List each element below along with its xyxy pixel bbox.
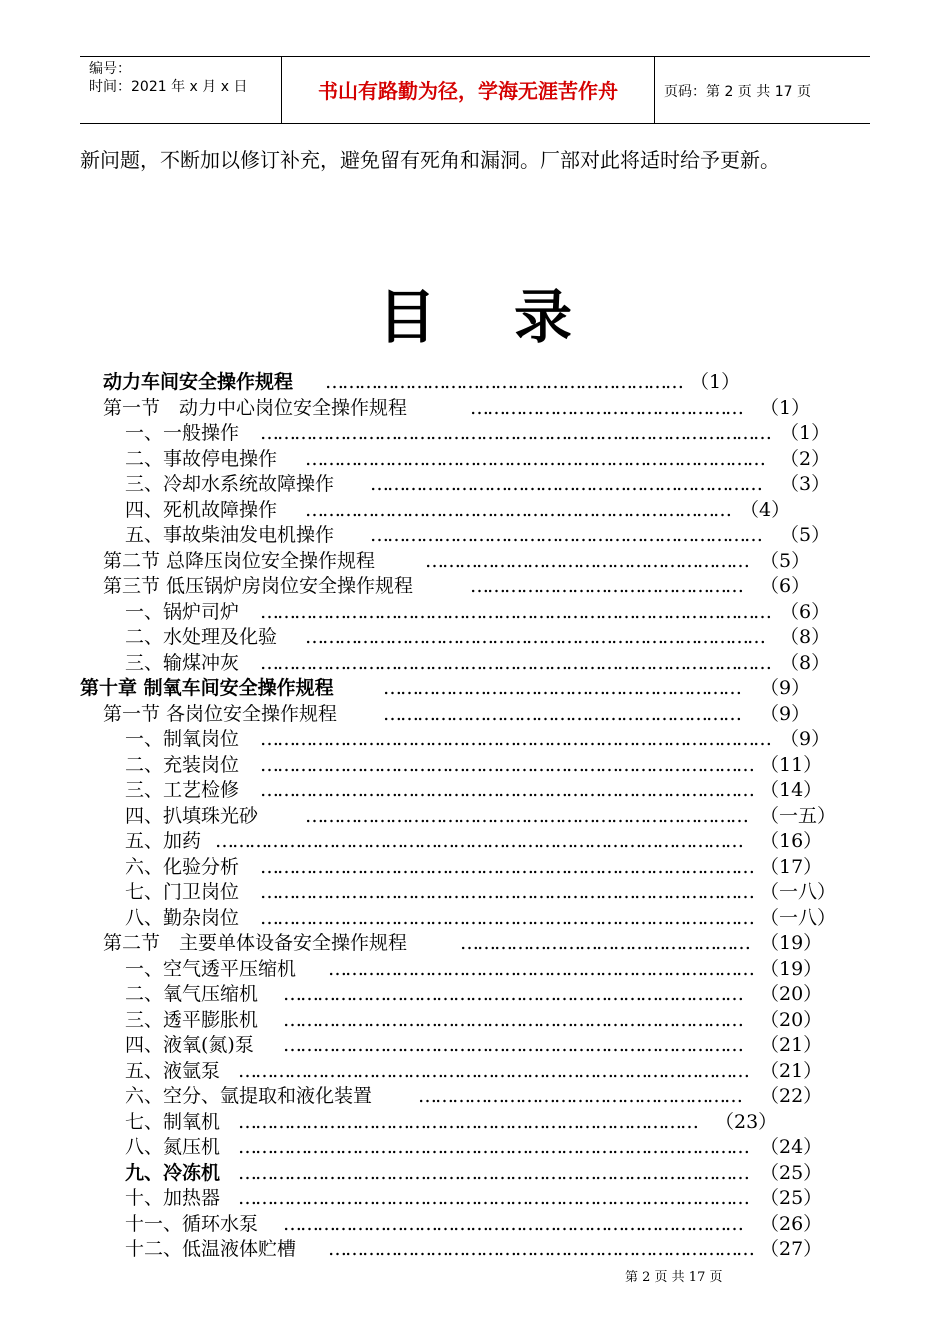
toc-entry-label: 六、空分、氩提取和液化装置 — [125, 1085, 373, 1107]
toc-entry-label: 五、加药 — [125, 830, 202, 852]
toc-entry-label: 四、扒填珠光砂 — [125, 805, 259, 827]
toc-entry — [125, 753, 850, 778]
toc-entry-page: （3） — [780, 473, 831, 495]
toc-entry-label: 二、水处理及化验 — [125, 626, 278, 648]
toc-entry — [125, 600, 870, 625]
toc-entry — [125, 1008, 850, 1033]
toc-leader-dots: ………………………………………… — [470, 575, 742, 597]
toc-entry-page: （23） — [715, 1111, 778, 1133]
toc-entry-label: 十二、低温液体贮槽 — [125, 1238, 297, 1260]
toc-entry-label: 九、冷冻机 — [125, 1162, 221, 1184]
toc-entry-label: 五、液氩泵 — [125, 1060, 221, 1082]
toc-entry-page: （6） — [780, 601, 831, 623]
header-motto: 书山有路勤为径，学海无涯苦作舟 — [318, 79, 618, 103]
toc-entry-label: 八、勤杂岗位 — [125, 907, 240, 929]
toc-entry-page: （6） — [760, 575, 811, 597]
toc-entry — [125, 1161, 850, 1186]
toc-entry — [125, 472, 870, 497]
toc-entry-label: 一、空气透平压缩机 — [125, 958, 297, 980]
toc-entry-label: 七、制氧机 — [125, 1111, 221, 1133]
toc-entry-label: 一、一般操作 — [125, 422, 240, 444]
page-header — [80, 56, 870, 124]
toc-leader-dots: ……………………………………………………………………… — [305, 448, 764, 470]
toc-entry — [103, 549, 850, 574]
toc-leader-dots: ………………………………………… — [470, 397, 742, 419]
toc-entry-page: （一五） — [760, 805, 837, 827]
toc-entry — [80, 676, 850, 701]
toc-entry-label: 动力车间安全操作规程 — [103, 371, 294, 393]
toc-entry-label: 二、事故停电操作 — [125, 448, 278, 470]
toc-leader-dots: ……………………………………………………………………… — [283, 1213, 742, 1235]
toc-entry-label: 五、事故柴油发电机操作 — [125, 524, 335, 546]
toc-leader-dots: …………………………………………………………… — [370, 524, 761, 546]
toc-leader-dots: ……………………………………………………… — [383, 677, 740, 699]
toc-entry — [125, 421, 870, 446]
toc-leader-dots: …………………………………………………………………………… — [260, 881, 753, 903]
toc-entry-label: 三、冷却水系统故障操作 — [125, 473, 335, 495]
toc-entry-page: （25） — [760, 1162, 823, 1184]
toc-entry-page: （26） — [760, 1213, 823, 1235]
toc-entry — [125, 1237, 850, 1262]
toc-leader-dots: ……………………………………………………………………………… — [260, 728, 770, 750]
toc-entry-page: （9） — [760, 703, 811, 725]
toc-entry — [125, 982, 850, 1007]
toc-entry-page: （20） — [760, 983, 823, 1005]
toc-entry-page: （8） — [780, 626, 831, 648]
toc-entry-page: （24） — [760, 1136, 823, 1158]
toc-leader-dots: ……………………………………………………… — [325, 371, 682, 393]
toc-entry — [103, 396, 850, 421]
toc-entry — [103, 702, 850, 727]
toc-entry — [125, 1033, 850, 1058]
toc-entry-label: 二、充装岗位 — [125, 754, 240, 776]
toc-entry-label: 一、制氧岗位 — [125, 728, 240, 750]
toc-entry-label: 六、化验分析 — [125, 856, 240, 878]
toc-entry — [125, 1212, 850, 1237]
toc-leader-dots: ………………………………………………… — [418, 1085, 741, 1107]
toc-entry-label: 第十章 制氧车间安全操作规程 — [80, 677, 334, 699]
toc-entry — [125, 1135, 850, 1160]
toc-entry-page: （19） — [760, 932, 823, 954]
toc-entry-label: 第一节 各岗位安全操作规程 — [103, 703, 338, 725]
page-footer: 第 2 页 共 17 页 — [625, 1270, 723, 1285]
toc-entry-page: （14） — [760, 779, 823, 801]
toc-entry-page: （27） — [760, 1238, 823, 1260]
toc-entry-page: （5） — [780, 524, 831, 546]
toc-entry — [125, 957, 850, 982]
toc-entry-page: （5） — [760, 550, 811, 572]
toc-entry-label: 第一节 动力中心岗位安全操作规程 — [103, 397, 408, 419]
toc-entry-page: （1） — [690, 371, 741, 393]
toc-entry-label: 第二节 总降压岗位安全操作规程 — [103, 550, 376, 572]
toc-leader-dots: ……………………………………………………………………… — [305, 626, 764, 648]
toc-entry-page: （21） — [760, 1034, 823, 1056]
toc-entry — [125, 1110, 805, 1135]
toc-entry-label: 十、加热器 — [125, 1187, 221, 1209]
toc-entry-page: （1） — [780, 422, 831, 444]
toc-entry — [125, 906, 850, 931]
toc-entry — [103, 370, 780, 395]
toc-entry-page: （11） — [760, 754, 823, 776]
toc-leader-dots: ……………………………………………………………………… — [283, 1034, 742, 1056]
toc-leader-dots: ……………………………………………………………………………… — [238, 1187, 748, 1209]
toc-entry-label: 第三节 低压锅炉房岗位安全操作规程 — [103, 575, 414, 597]
toc-entry — [125, 651, 870, 676]
toc-entry-label: 三、透平膨胀机 — [125, 1009, 259, 1031]
toc-entry-label: 三、输煤冲灰 — [125, 652, 240, 674]
toc-entry — [125, 829, 850, 854]
toc-leader-dots: ……………………………………………………………………………… — [238, 1162, 748, 1184]
toc-entry — [103, 574, 850, 599]
header-left-cell — [80, 57, 281, 123]
toc-leader-dots: ……………………………………………………………………… — [283, 1009, 742, 1031]
serial-number-label: 编号： — [89, 61, 131, 77]
toc-entry — [103, 931, 850, 956]
toc-entry-page: （25） — [760, 1187, 823, 1209]
toc-entry — [125, 804, 850, 829]
toc-leader-dots: …………………………………………… — [460, 932, 749, 954]
toc-entry — [125, 778, 850, 803]
body-text: 新问题，不断加以修订补充，避免留有死角和漏洞。厂部对此将适时给予更新。 — [80, 148, 780, 172]
toc-entry-page: （一八） — [760, 907, 837, 929]
toc-entry — [125, 855, 850, 880]
toc-entry-page: （8） — [780, 652, 831, 674]
toc-entry-label: 七、门卫岗位 — [125, 881, 240, 903]
toc-entry — [125, 727, 870, 752]
toc-entry-page: （17） — [760, 856, 823, 878]
toc-entry — [125, 1186, 850, 1211]
toc-leader-dots: …………………………………………………………………………… — [260, 856, 753, 878]
toc-entry-page: （21） — [760, 1060, 823, 1082]
toc-entry-page: （1） — [760, 397, 811, 419]
toc-leader-dots: …………………………………………………………………………… — [260, 907, 753, 929]
toc-entry — [125, 498, 830, 523]
toc-entry — [125, 1084, 850, 1109]
toc-leader-dots: ………………………………………………………………… — [328, 1238, 753, 1260]
toc-entry-page: （20） — [760, 1009, 823, 1031]
toc-leader-dots: ……………………………………………………………………………… — [260, 652, 770, 674]
toc-entry-label: 四、液氧(氮)泵 — [125, 1034, 254, 1056]
toc-entry-page: （9） — [760, 677, 811, 699]
page-number-label: 页码：第 2 页 共 17 页 — [664, 84, 811, 100]
header-middle-cell — [281, 57, 655, 123]
toc-entry-page: （一八） — [760, 881, 837, 903]
toc-leader-dots: ………………………………………………………………… — [305, 499, 730, 521]
toc-leader-dots: …………………………………………………………………………… — [260, 779, 753, 801]
toc-entry-label: 三、工艺检修 — [125, 779, 240, 801]
toc-entry — [125, 880, 850, 905]
toc-leader-dots: …………………………………………………………………………… — [260, 754, 753, 776]
toc-entry-page: （16） — [760, 830, 823, 852]
toc-title: 目录 — [377, 283, 650, 351]
toc-entry-label: 一、锅炉司炉 — [125, 601, 240, 623]
toc-entry-label: 十一、循环水泵 — [125, 1213, 259, 1235]
toc-entry-label: 第二节 主要单体设备安全操作规程 — [103, 932, 408, 954]
toc-leader-dots: ……………………………………………………………………………… — [260, 601, 770, 623]
toc-leader-dots: ……………………………………………………………………………… — [238, 1060, 748, 1082]
toc-entry-page: （19） — [760, 958, 823, 980]
toc-leader-dots: …………………………………………………………… — [370, 473, 761, 495]
toc-leader-dots: …………………………………………………………………… — [305, 805, 747, 827]
header-right-cell — [655, 57, 870, 123]
toc-leader-dots: ……………………………………………………………………………… — [260, 422, 770, 444]
toc-entry-label: 四、死机故障操作 — [125, 499, 278, 521]
toc-leader-dots: ………………………………………………… — [425, 550, 748, 572]
toc-entry — [125, 523, 870, 548]
toc-entry — [125, 447, 870, 472]
toc-leader-dots: ………………………………………………………………… — [328, 958, 753, 980]
toc-entry-label: 二、氧气压缩机 — [125, 983, 259, 1005]
toc-leader-dots: ……………………………………………………………………………… — [238, 1136, 748, 1158]
toc-entry-page: （9） — [780, 728, 831, 750]
toc-entry-page: （2） — [780, 448, 831, 470]
toc-leader-dots: ……………………………………………………………………… — [238, 1111, 697, 1133]
toc-leader-dots: ……………………………………………………………………… — [283, 983, 742, 1005]
toc-entry — [125, 625, 870, 650]
toc-entry-page: （22） — [760, 1085, 823, 1107]
toc-leader-dots: ………………………………………………………………………………… — [215, 830, 742, 852]
time-label: 时间：2021 年 x 月 x 日 — [89, 79, 248, 95]
toc-entry — [125, 1059, 850, 1084]
toc-leader-dots: ……………………………………………………… — [383, 703, 740, 725]
toc-entry-label: 八、氮压机 — [125, 1136, 221, 1158]
toc-entry-page: （4） — [740, 499, 791, 521]
